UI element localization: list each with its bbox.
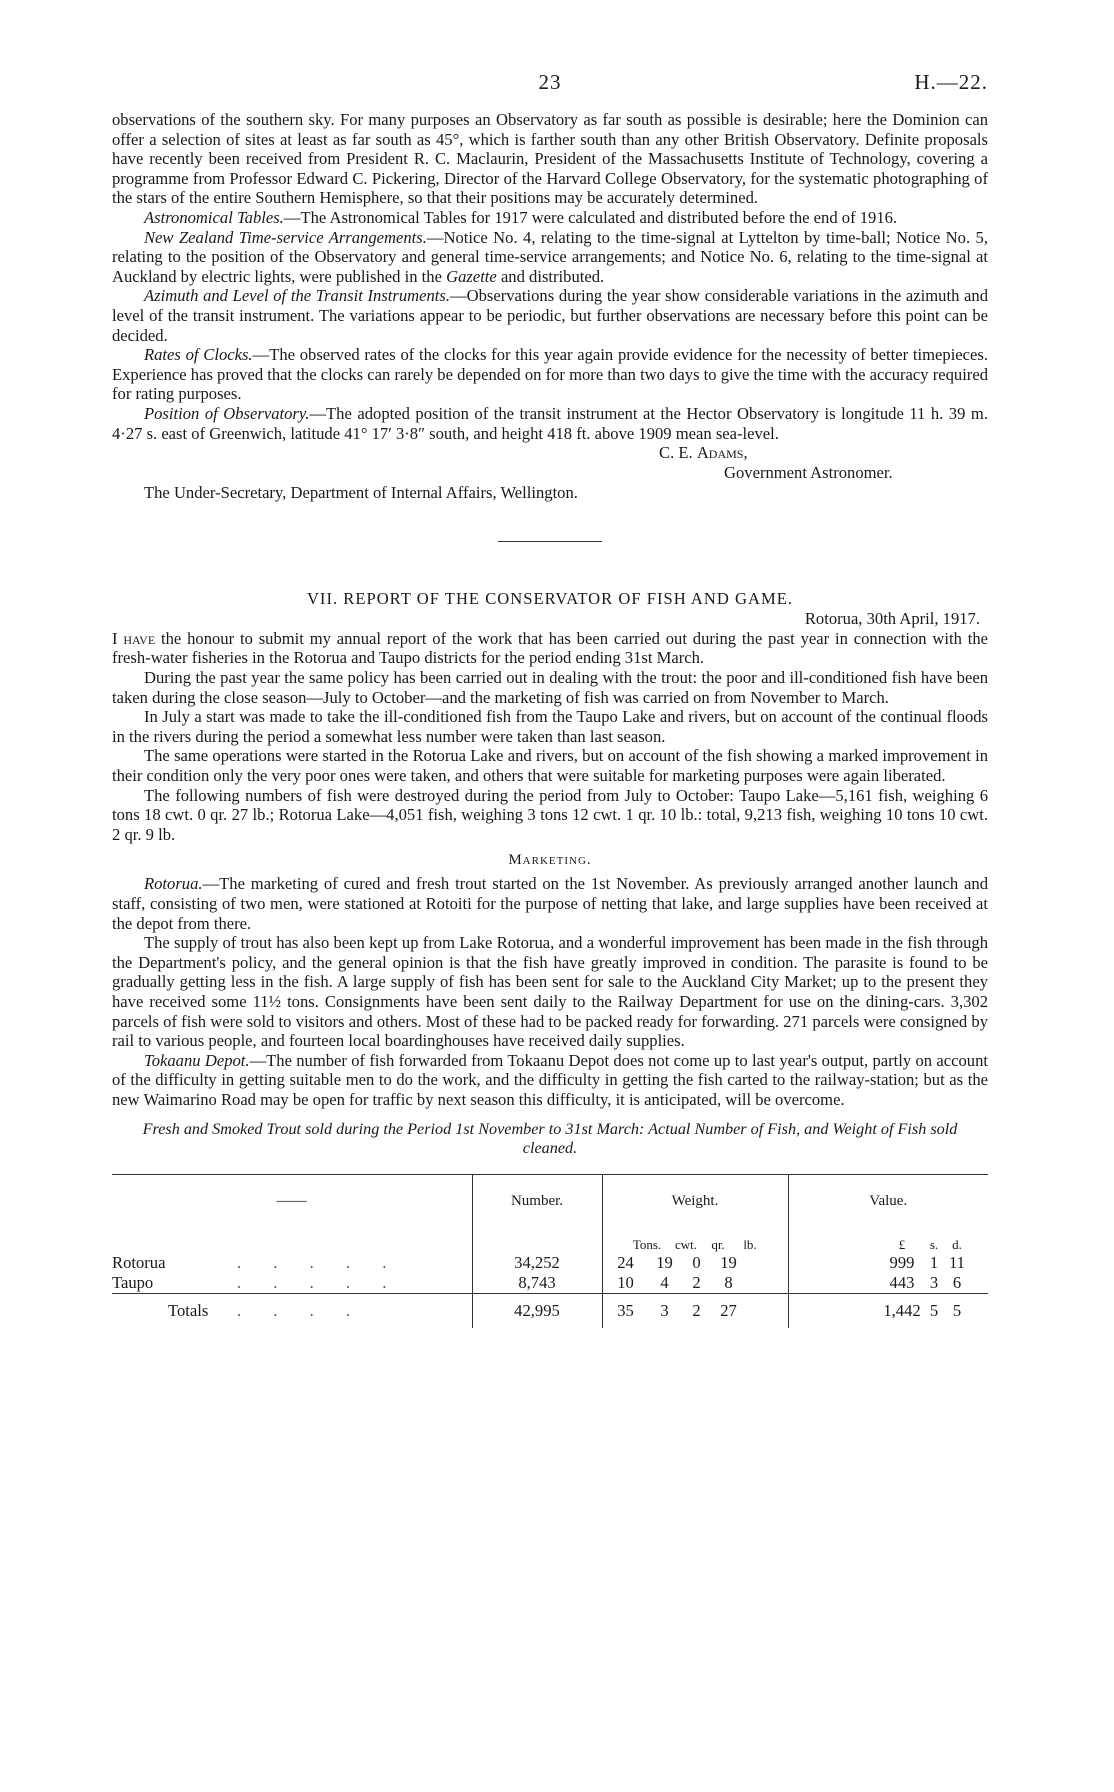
addressee: The Under-Secretary, Department of Internal Affairs, Wellington. <box>144 483 578 503</box>
cell-cwt: 4 <box>660 1272 669 1292</box>
text-time-service-end: and distributed. <box>496 266 605 286</box>
text-rotorua: —The marketing of cured and fresh trout started on the 1st November. As previously arranged another launch and staff, consisting of two men, were stationed at Rotoiti for the purpose of netting that lake, and large supplies have been received at the depot from there. <box>112 874 988 933</box>
text-time-service: —Notice No. 4, relating to the time-signal at Lyttelton by time-ball; Notice No. 5, relating to the position of the Observatory and general time-service arrangements; and Notice No. 6, relating to the time-signal at Auckland by electric lights, were published in the <box>112 227 988 286</box>
totals-number: 42,995 <box>472 1293 602 1328</box>
header-weight: Weight. <box>602 1174 788 1229</box>
unit-lb: lb. <box>743 1236 757 1252</box>
paragraph-fish-destroyed: The following numbers of fish were destroyed during the period from July to October: Taupo Lake—5,161 fish, weighing 6 tons 18 cwt. 0 qr. 27 lb.; Rotorua Lake—4,051 fish, weighing 3 tons 12 cwt. 1 qr. 10 lb.: total, 9,213 fish, weighing 10 tons 10 cwt. 2 qr. 9 lb. <box>112 785 988 844</box>
cell-shillings: 1 <box>929 1252 939 1272</box>
document-page <box>112 70 988 1328</box>
row-number: 8,743 <box>472 1273 602 1294</box>
units-weight <box>602 1229 788 1253</box>
signature-block <box>112 443 988 482</box>
opening-words: I have <box>112 628 156 648</box>
units-value <box>788 1229 988 1253</box>
row-label-text: Rotorua <box>112 1252 166 1272</box>
unit-qr: qr. <box>711 1236 725 1252</box>
heading-clocks: Rates of Clocks. <box>144 345 253 365</box>
paragraph-position <box>112 404 988 443</box>
units-blank <box>112 1229 472 1253</box>
total-shillings: 5 <box>929 1300 939 1320</box>
text-astronomical-tables: —The Astronomical Tables for 1917 were calculated and distributed before the end of 1916. <box>283 207 898 227</box>
row-weight <box>602 1253 788 1273</box>
document-reference: H.—22. <box>914 70 988 94</box>
cell-pence: 11 <box>949 1252 965 1272</box>
cell-lb: 19 <box>720 1252 737 1272</box>
heading-rotorua: Rotorua. <box>144 874 203 894</box>
fraction-half: ½ <box>268 991 282 1011</box>
paragraph-report-intro <box>112 629 988 668</box>
total-tons: 35 <box>617 1300 634 1320</box>
unit-pence: d. <box>952 1236 962 1252</box>
total-lb: 27 <box>720 1300 737 1320</box>
paragraph-azimuth <box>112 286 988 345</box>
signatory-surname: Adams, <box>696 443 748 463</box>
signatory-title: Government Astronomer. <box>724 462 893 482</box>
unit-shillings: s. <box>929 1236 939 1252</box>
cell-pounds: 999 <box>889 1252 915 1272</box>
text-azimuth: —Observations during the year show considerable variations in the azimuth and level of the transit instrument. The variations appear to be periodic, but further observations are necessary before this point can be decided. <box>112 286 989 345</box>
table-header-row <box>112 1174 988 1229</box>
unit-tons: Tons. <box>632 1236 662 1252</box>
table-row <box>112 1253 988 1273</box>
text-clocks: —The observed rates of the clocks for this year again provide evidence for the necessity of better timepieces. Experience has proved that the clocks can rarely be depended on for more than two days to give the time with the accuracy required for rating purposes. <box>112 345 989 404</box>
header-value: Value. <box>788 1174 988 1229</box>
paragraph-tokaanu <box>112 1051 988 1110</box>
cell-lb: 8 <box>724 1272 733 1292</box>
paragraph-policy: During the past year the same policy has been carried out in dealing with the trout: the poor and ill-conditioned fish have been taken during the close season—July to October—and the marketing of fish was carried on from November to March. <box>112 668 988 707</box>
section-divider <box>498 541 602 543</box>
text-report-intro: the honour to submit my annual report of the work that has been carried out during the past year in connection with the fresh-water fisheries in the Rotorua and Taupo districts for the period ending 31st March. <box>112 628 988 668</box>
marketing-heading: Marketing. <box>508 852 592 869</box>
signatory-name <box>112 443 988 463</box>
text-tokaanu: —The number of fish forwarded from Tokaanu Depot does not come up to last year's output, partly on account of the difficulty in getting suitable men to do the work, and the difficulty in getting the fish carted to the railway-station; but as the new Waimarino Road may be open for traffic by next season this difficulty, it is anticipated, will be overcome. <box>112 1050 988 1109</box>
leader-dots: . . . . . <box>237 1272 401 1292</box>
page-number: 23 <box>538 70 562 94</box>
header-blank: —— <box>276 1193 307 1210</box>
heading-position: Position of Observatory. <box>144 403 310 423</box>
trout-sales-table <box>112 1174 988 1328</box>
units-row <box>112 1229 988 1253</box>
heading-astronomical-tables: Astronomical Tables. <box>144 207 284 227</box>
leader-dots: . . . . <box>237 1300 365 1320</box>
text-trout-supply-a: The supply of trout has also been kept up from Lake Rotorua, and a wonderful improvement has been made in the fish through the Department's policy, and the general opinion is that the fish have greatly improved in condition. The parasite is found to be gradually getting less in the fish. A large supply of fish has been sent for sale to the Auckland City Market; up to the present they have received some 11 <box>112 933 988 1011</box>
totals-label <box>112 1293 472 1328</box>
text-position: —The adopted position of the transit instrument at the Hector Observatory is longitude 11 h. 39 m. 4·27 s. east of Greenwich, latitude 41° 17′ 3·8″ south, and height 418 ft. above 1909 mean sea-level. <box>112 403 988 443</box>
heading-time-service: New Zealand Time-service Arrangements. <box>144 227 427 247</box>
cell-tons: 24 <box>617 1252 634 1272</box>
paragraph-astronomical-tables <box>112 208 988 228</box>
heading-azimuth: Azimuth and Level of the Transit Instruments. <box>144 286 451 306</box>
paragraph-rotorua-operations: The same operations were started in the Rotorua Lake and rivers, but on account of the fish showing a marked improvement in their condition only the very poor ones were taken, and others that were suitable for marketing purposes were again liberated. <box>112 746 988 786</box>
leader-dots: . . . . . <box>237 1252 401 1272</box>
row-label-text: Taupo <box>112 1272 154 1292</box>
total-pence: 5 <box>952 1300 962 1320</box>
total-pounds: 1,442 <box>883 1300 921 1320</box>
units-number <box>472 1229 602 1253</box>
cell-pounds: 443 <box>889 1272 915 1292</box>
paragraph-southern-sky: observations of the southern sky. For many purposes an Observatory as far south as possible is desirable; here the Dominion can offer a selection of sites at least as far south as 45°, which is farther south than any other British Observatory. Definite proposals have recently been received from President R. C. Maclaurin, President of the Massachusetts Institute of Technology, covering a programme from Professor Edward C. Pickering, Director of the Harvard College Observatory, for the systematic photographing of the stars of the entire Southern Hemisphere, so that their positions may be accurately determined. <box>112 110 988 208</box>
paragraph-time-service <box>112 228 988 287</box>
paragraph-taupo-operations: In July a start was made to take the ill-conditioned fish from the Taupo Lake and rivers, but on account of the continual floods in the rivers during the period a somewhat less number were taken than last season. <box>112 707 988 746</box>
row-weight <box>602 1273 788 1294</box>
heading-tokaanu: Tokaanu Depot. <box>144 1050 250 1070</box>
cell-tons: 10 <box>617 1272 634 1292</box>
unit-pounds: £ <box>898 1236 906 1252</box>
unit-cwt: cwt. <box>674 1236 698 1252</box>
table-caption: Fresh and Smoked Trout sold during the Period 1st November to 31st March: Actual Number of Fish, and Weight of Fish sold cleaned. <box>142 1119 958 1157</box>
row-number: 34,252 <box>472 1253 602 1273</box>
row-label <box>112 1253 472 1273</box>
gazette-word: Gazette <box>446 266 497 286</box>
header-number: Number. <box>472 1174 602 1229</box>
totals-weight <box>602 1293 788 1328</box>
cell-qr: 0 <box>692 1252 701 1272</box>
page-header <box>112 70 988 100</box>
total-cwt: 3 <box>660 1300 669 1320</box>
paragraph-clocks <box>112 345 988 404</box>
row-value <box>788 1253 988 1273</box>
cell-qr: 2 <box>692 1272 701 1292</box>
signatory-initials: C. E. <box>659 443 697 463</box>
row-label <box>112 1273 472 1294</box>
report-title: VII. REPORT OF THE CONSERVATOR OF FISH AND GAME. <box>306 588 794 608</box>
cell-pence: 6 <box>952 1272 962 1292</box>
paragraph-rotorua-marketing <box>112 874 988 933</box>
total-qr: 2 <box>692 1300 701 1320</box>
text-trout-supply-b: tons. Consignments have been sent daily to the Railway Department for use on the dining-cars. 3,302 parcels of fish were sold to visitors and others. Most of these had to be packed ready for forwarding. 271 parcels were consigned by rail to various people, and fourteen local boardinghouses have received daily supplies. <box>112 991 988 1051</box>
totals-value <box>788 1293 988 1328</box>
totals-row <box>112 1293 988 1328</box>
totals-label-text: Totals <box>168 1300 209 1320</box>
table-row <box>112 1273 988 1294</box>
report-dateline: Rotorua, 30th April, 1917. <box>804 608 980 628</box>
cell-shillings: 3 <box>929 1272 939 1292</box>
paragraph-trout-supply <box>112 933 988 1051</box>
row-value <box>788 1273 988 1294</box>
cell-cwt: 19 <box>656 1252 673 1272</box>
